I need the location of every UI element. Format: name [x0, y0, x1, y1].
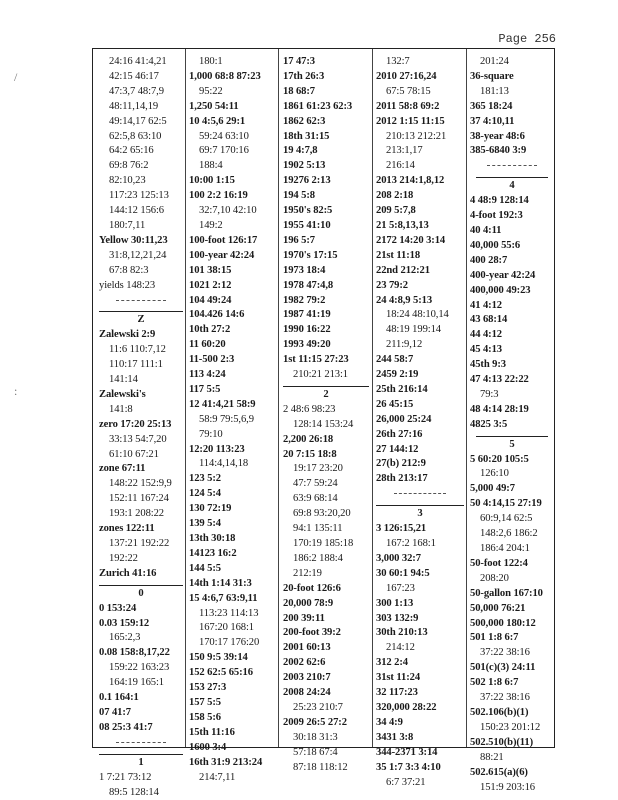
- index-entry: 50-foot 122:4: [470, 557, 528, 569]
- index-entry: 500,000 180:12: [470, 617, 536, 629]
- index-entry: 312 2:4: [376, 657, 408, 669]
- index-entry: 12 41:4,21 58:9: [189, 398, 256, 410]
- index-entry: 1970's 17:15: [283, 249, 338, 261]
- section-divider: [99, 294, 183, 309]
- index-entry: 19 4:7,8: [283, 145, 318, 157]
- index-entry: 21 5:8,13,13: [376, 219, 429, 231]
- index-entry: Zalewski 2:9: [99, 329, 156, 341]
- index-entry: 502.510(b)(11): [470, 736, 534, 748]
- index-entry: 158 5:6: [189, 711, 221, 723]
- index-entry: 186:4 204:1: [480, 543, 530, 554]
- index-entry: 0.1 164:1: [99, 692, 139, 704]
- section-divider: [470, 159, 554, 174]
- index-entry: 69:8 76:2: [109, 160, 149, 172]
- index-entry: 110:17 111:1: [109, 359, 163, 371]
- index-entry: 33:13 54:7,20: [109, 433, 167, 445]
- index-entry: 159:22 163:23: [109, 662, 170, 674]
- index-entry: 149:2: [199, 219, 223, 231]
- index-entry: 148:22 152:9,9: [109, 478, 172, 490]
- index-entry: 69:8 93:20,20: [293, 508, 351, 520]
- index-entry: 141:14: [109, 374, 138, 386]
- index-entry: 209 5:7,8: [376, 205, 416, 217]
- index-entry: 6:7 37:21: [386, 776, 426, 788]
- index-entry: 0.03 159:12: [99, 617, 150, 629]
- index-entry: 502.106(b)(1): [470, 706, 529, 718]
- index-entry: 34 4:9: [376, 716, 403, 728]
- index-entry: 23 79:2: [376, 279, 408, 291]
- index-entry: zones 122:11: [99, 523, 155, 535]
- index-entry: 25:23 210:7: [293, 701, 343, 713]
- index-entry: 21st 11:18: [376, 249, 421, 261]
- index-entry: 2011 58:8 69:2: [376, 100, 440, 112]
- index-entry: 2 48:6 98:23: [283, 403, 336, 415]
- section-letter-header: Z: [99, 311, 183, 328]
- index-column-3: [283, 55, 369, 773]
- index-entry: 2459 2:19: [376, 369, 419, 381]
- index-entry: 30 60:1 94:5: [376, 567, 430, 579]
- column-divider: [185, 49, 186, 747]
- index-entry: 100-year 42:24: [189, 249, 255, 261]
- index-entry: 4 48:9 128:14: [470, 195, 529, 207]
- index-entry: 1862 62:3: [283, 115, 326, 127]
- index-entry: 08 25:3 41:7: [99, 721, 153, 733]
- index-entry: 63:9 68:14: [293, 493, 338, 505]
- index-entry: 123 5:2: [189, 473, 221, 485]
- index-entry: 180:7,11: [109, 219, 146, 231]
- index-entry: 35 1:7 3:3 4:10: [376, 761, 441, 773]
- index-entry: 1,000 68:8 87:23: [189, 70, 261, 82]
- index-entry: 48:11,14,19: [109, 100, 159, 112]
- index-entry: 2008 24:24: [283, 687, 331, 699]
- index-entry: zone 67:11: [99, 463, 146, 475]
- index-entry: 43 68:14: [470, 314, 508, 326]
- index-entry: 170:19 185:18: [293, 538, 354, 549]
- index-entry: 10 4:5,6 29:1: [189, 115, 246, 127]
- index-entry: 114:4,14,18: [199, 458, 249, 470]
- index-entry: 144:12 156:6: [109, 205, 165, 217]
- index-entry: zero 17:20 25:13: [99, 418, 172, 430]
- index-entry: 24 4:8,9 5:13: [376, 294, 433, 306]
- index-entry: 1950's 82:5: [283, 205, 333, 217]
- index-entry: 15th 11:16: [189, 726, 235, 738]
- index-entry: 101 38:15: [189, 264, 232, 276]
- index-entry: 104 49:24: [189, 294, 232, 306]
- margin-mark: :: [14, 384, 18, 398]
- index-entry: 2009 26:5 27:2: [283, 716, 347, 728]
- index-entry: 37:22 38:16: [480, 692, 530, 704]
- index-entry: 130 72:19: [189, 503, 232, 515]
- section-letter-header: 0: [99, 585, 183, 602]
- index-entry: 2002 62:6: [283, 657, 326, 669]
- index-entry: 210:13 212:21: [386, 130, 447, 142]
- index-entry: 201:24: [480, 56, 509, 67]
- index-entry: 1982 79:2: [283, 294, 326, 306]
- index-entry: 181:13: [480, 85, 509, 97]
- index-entry: 48 4:14 28:19: [470, 403, 529, 415]
- index-entry: 365 18:24: [470, 100, 513, 112]
- index-entry: 320,000 28:22: [376, 701, 437, 713]
- index-entry: 11-500 2:3: [189, 354, 235, 366]
- index-entry: 50,000 76:21: [470, 602, 526, 614]
- index-entry: 18th 31:15: [283, 130, 330, 142]
- index-entry: 18 68:7: [283, 85, 315, 97]
- index-entry: 100-foot 126:17: [189, 234, 258, 246]
- index-entry: 14th 1:14 31:3: [189, 577, 252, 589]
- index-entry: 1987 41:19: [283, 309, 331, 321]
- word-index-frame: [92, 48, 555, 798]
- section-letter-header: 3: [376, 505, 464, 522]
- index-entry: 15 4:6,7 63:9,11: [189, 592, 258, 604]
- index-entry: 148:2,6 186:2: [480, 528, 538, 540]
- index-entry: 300 1:13: [376, 597, 414, 609]
- index-entry: 49:14,17 62:5: [109, 115, 167, 127]
- index-entry: 126:10: [480, 468, 509, 480]
- index-entry: 67:8 82:3: [109, 264, 149, 276]
- index-entry: 153 27:3: [189, 682, 227, 694]
- index-entry: 28th 213:17: [376, 473, 428, 485]
- index-entry: 165:2,3: [109, 632, 141, 644]
- index-entry: 47:7 59:24: [293, 478, 338, 490]
- index-entry: 164:19 165:1: [109, 677, 165, 689]
- index-entry: 22nd 212:21: [376, 264, 430, 276]
- index-entry: 5,000 49:7: [470, 483, 515, 495]
- index-entry: 45th 9:3: [470, 359, 506, 371]
- index-entry: 50 4:14,15 27:19: [470, 498, 542, 510]
- index-entry: 2003 210:7: [283, 672, 331, 684]
- index-entry: 27(b) 212:9: [376, 458, 426, 470]
- index-entry: 40,000 55:6: [470, 239, 521, 251]
- index-entry: 214:7,11: [199, 771, 236, 783]
- index-entry: 2010 27:16,24: [376, 70, 437, 82]
- index-entry: 1955 41:10: [283, 219, 331, 231]
- index-entry: Zalewski's: [99, 388, 146, 400]
- index-entry: 41 4:12: [470, 299, 502, 311]
- index-entry: 502 1:8 6:7: [470, 677, 519, 689]
- index-entry: yields 148:23: [99, 279, 156, 291]
- index-entry: 1978 47:4,8: [283, 279, 334, 291]
- section-divider: [99, 736, 183, 751]
- index-entry: 1993 49:20: [283, 339, 331, 351]
- index-entry: 400,000 49:23: [470, 284, 531, 296]
- index-entry: 32 117:23: [376, 687, 418, 699]
- index-column-5: [470, 55, 554, 793]
- index-entry: 213:1,17: [386, 145, 423, 157]
- index-entry: 87:18 118:12: [293, 761, 348, 773]
- index-entry: 208:20: [480, 572, 509, 584]
- index-entry: 47:3,7 48:7,9: [109, 85, 164, 97]
- index-entry: 0.08 158:8,17,22: [99, 647, 170, 659]
- index-entry: 42:15 46:17: [109, 70, 159, 82]
- column-divider: [372, 49, 373, 747]
- index-entry: 3 126:15,21: [376, 523, 427, 535]
- index-entry: 139 5:4: [189, 518, 221, 530]
- index-entry: 170:17 176:20: [199, 637, 260, 649]
- index-entry: 31st 11:24: [376, 672, 421, 684]
- index-entry: 104.426 14:6: [189, 309, 245, 321]
- index-entry: 64:2 65:16: [109, 145, 154, 157]
- index-entry: 141:8: [109, 403, 133, 415]
- margin-mark: /: [14, 70, 18, 84]
- index-entry: 14123 16:2: [189, 547, 237, 559]
- index-entry: 30:18 31:3: [293, 731, 338, 743]
- index-entry: 167:23: [386, 582, 415, 594]
- index-entry: 196 5:7: [283, 234, 315, 246]
- index-entry: 2,200 26:18: [283, 433, 334, 445]
- index-entry: 2172 14:20 3:14: [376, 234, 446, 246]
- index-entry: 117:23 125:13: [109, 190, 169, 202]
- index-entry: 113 4:24: [189, 369, 226, 381]
- index-entry: 26,000 25:24: [376, 413, 432, 425]
- index-column-1: [99, 55, 183, 798]
- index-entry: 212:19: [293, 567, 322, 579]
- index-entry: 400-year 42:24: [470, 269, 536, 281]
- index-entry: 45 4:13: [470, 344, 502, 356]
- index-entry: 94:1 135:11: [293, 523, 343, 535]
- index-entry: 132:7: [386, 56, 410, 67]
- index-entry: 2001 60:13: [283, 642, 331, 654]
- index-entry: 303 132:9: [376, 612, 419, 624]
- index-entry: 62:5,8 63:10: [109, 130, 162, 142]
- index-entry: 38-year 48:6: [470, 130, 525, 142]
- index-entry: 152 62:5 65:16: [189, 667, 253, 679]
- index-entry: 117 5:5: [189, 383, 221, 395]
- index-entry: 2012 1:15 11:15: [376, 115, 445, 127]
- index-entry: 58:9 79:5,6,9: [199, 413, 254, 425]
- index-entry: 88:21: [480, 751, 504, 763]
- column-divider: [278, 49, 279, 747]
- index-entry: 30th 210:13: [376, 627, 428, 639]
- index-entry: 19:17 23:20: [293, 463, 343, 475]
- index-entry: 216:14: [386, 160, 415, 172]
- index-entry: 208 2:18: [376, 190, 414, 202]
- index-entry: 79:10: [199, 428, 223, 440]
- index-entry: 1600 3:4: [189, 741, 227, 753]
- index-entry: 1st 11:15 27:23: [283, 354, 349, 366]
- index-entry: 31:8,12,21,24: [109, 249, 167, 261]
- index-entry: 3431 3:8: [376, 731, 414, 743]
- index-entry: 11:6 110:7,12: [109, 344, 166, 356]
- index-entry: 113:23 114:13: [199, 607, 259, 619]
- index-entry: 2013 214:1,8,12: [376, 175, 445, 187]
- index-entry: 10:00 1:15: [189, 175, 235, 187]
- index-entry: 59:24 63:10: [199, 130, 249, 142]
- index-entry: 400 28:7: [470, 254, 508, 266]
- index-entry: 194 5:8: [283, 190, 315, 202]
- index-entry: 167:20 168:1: [199, 622, 255, 634]
- section-letter-header: 2: [283, 386, 369, 403]
- index-entry: 1861 61:23 62:3: [283, 100, 353, 112]
- index-entry: 1 7:21 73:12: [99, 771, 152, 783]
- index-entry: Zurich 41:16: [99, 567, 157, 579]
- index-entry: 32:7,10 42:10: [199, 205, 257, 217]
- index-entry: 1902 5:13: [283, 160, 326, 172]
- index-entry: 150:23 201:12: [480, 721, 541, 733]
- index-entry: 67:5 78:15: [386, 85, 431, 97]
- index-entry: 502.615(a)(6): [470, 766, 528, 778]
- index-entry: 100 2:2 16:19: [189, 190, 248, 202]
- index-entry: 1973 18:4: [283, 264, 326, 276]
- index-entry: 20,000 78:9: [283, 597, 334, 609]
- index-entry: 95:22: [199, 85, 223, 97]
- index-entry: 47 4:13 22:22: [470, 374, 529, 386]
- index-entry: 26 45:15: [376, 398, 414, 410]
- index-entry: 11 60:20: [189, 339, 226, 351]
- index-entry: 20-foot 126:6: [283, 582, 341, 594]
- index-entry: 07 41:7: [99, 706, 131, 718]
- section-letter-header: 1: [99, 754, 183, 771]
- index-entry: 137:21 192:22: [109, 538, 170, 549]
- index-entry: 26th 27:16: [376, 428, 423, 440]
- index-entry: 5 60:20 105:5: [470, 453, 529, 465]
- index-entry: 17 47:3: [283, 56, 315, 67]
- index-entry: 192:22: [109, 552, 138, 564]
- index-entry: 18:24 48:10,14: [386, 309, 449, 321]
- index-entry: 200-foot 39:2: [283, 627, 341, 639]
- index-entry: 44 4:12: [470, 329, 502, 341]
- index-entry: 1990 16:22: [283, 324, 331, 336]
- index-entry: 27 144:12: [376, 443, 419, 455]
- index-entry: 4-foot 192:3: [470, 210, 523, 222]
- index-entry: 60:9,14 62:5: [480, 513, 533, 525]
- index-entry: 385-6840 3:9: [470, 145, 527, 157]
- index-entry: 152:11 167:24: [109, 493, 169, 505]
- index-entry: 144 5:5: [189, 562, 221, 574]
- index-entry: 210:21 213:1: [293, 369, 349, 381]
- index-entry: 214:12: [386, 642, 415, 654]
- index-entry: 36-square: [470, 70, 514, 82]
- index-entry: 10th 27:2: [189, 324, 231, 336]
- index-entry: 1,250 54:11: [189, 100, 239, 112]
- index-entry: 16th 31:9 213:24: [189, 756, 263, 768]
- index-entry: 3,000 32:7: [376, 552, 421, 564]
- index-entry: 344-2371 3:14: [376, 746, 438, 758]
- index-entry: 157 5:5: [189, 696, 221, 708]
- index-column-2: [189, 55, 275, 783]
- section-letter-header: 5: [476, 436, 548, 453]
- index-column-4: [376, 55, 464, 788]
- index-entry: 501(c)(3) 24:11: [470, 662, 536, 674]
- index-entry: 57:18 67:4: [293, 746, 338, 758]
- index-entry: 40 4:11: [470, 224, 502, 236]
- column-divider: [466, 49, 467, 747]
- index-entry: 25th 216:14: [376, 383, 428, 395]
- index-entry: 180:1: [199, 56, 223, 67]
- index-entry: 124 5:4: [189, 488, 221, 500]
- index-entry: 50-gallon 167:10: [470, 587, 543, 599]
- index-entry: 19276 2:13: [283, 175, 331, 187]
- index-entry: 186:2 188:4: [293, 552, 343, 564]
- index-entry: 167:2 168:1: [386, 538, 436, 549]
- page-number-label: Page 256: [498, 32, 556, 46]
- index-entry: 48:19 199:14: [386, 324, 442, 336]
- index-entry: 150 9:5 39:14: [189, 652, 248, 664]
- index-entry: 79:3: [480, 388, 499, 400]
- section-letter-header: 4: [476, 177, 548, 194]
- section-divider: [376, 487, 464, 502]
- index-entry: 211:9,12: [386, 339, 423, 351]
- index-entry: 24:16 41:4,21: [109, 56, 167, 67]
- index-entry: 17th 26:3: [283, 70, 325, 82]
- index-entry: 0 153:24: [99, 602, 137, 614]
- index-entry: 200 39:11: [283, 612, 325, 624]
- index-entry: 13th 30:18: [189, 533, 236, 544]
- index-entry: 244 58:7: [376, 354, 414, 366]
- index-entry: 128:14 153:24: [293, 418, 354, 430]
- index-entry: 37:22 38:16: [480, 647, 530, 659]
- index-entry: 37 4:10,11: [470, 115, 515, 127]
- index-entry: 151:9 203:16: [480, 781, 536, 793]
- index-entry: 12:20 113:23: [189, 443, 245, 455]
- index-entry: 61:10 67:21: [109, 448, 159, 460]
- index-entry: 69:7 170:16: [199, 145, 249, 157]
- index-entry: Yellow 30:11,23: [99, 234, 168, 246]
- index-entry: 82:10,23: [109, 175, 146, 187]
- index-entry: 193:1 208:22: [109, 508, 165, 520]
- index-entry: 89:5 128:14: [109, 786, 159, 798]
- index-entry: 20 7:15 18:8: [283, 448, 337, 460]
- index-entry: 4825 3:5: [470, 418, 508, 430]
- index-entry: 1021 2:12: [189, 279, 232, 291]
- index-entry: 188:4: [199, 160, 223, 172]
- index-entry: 501 1:8 6:7: [470, 632, 519, 644]
